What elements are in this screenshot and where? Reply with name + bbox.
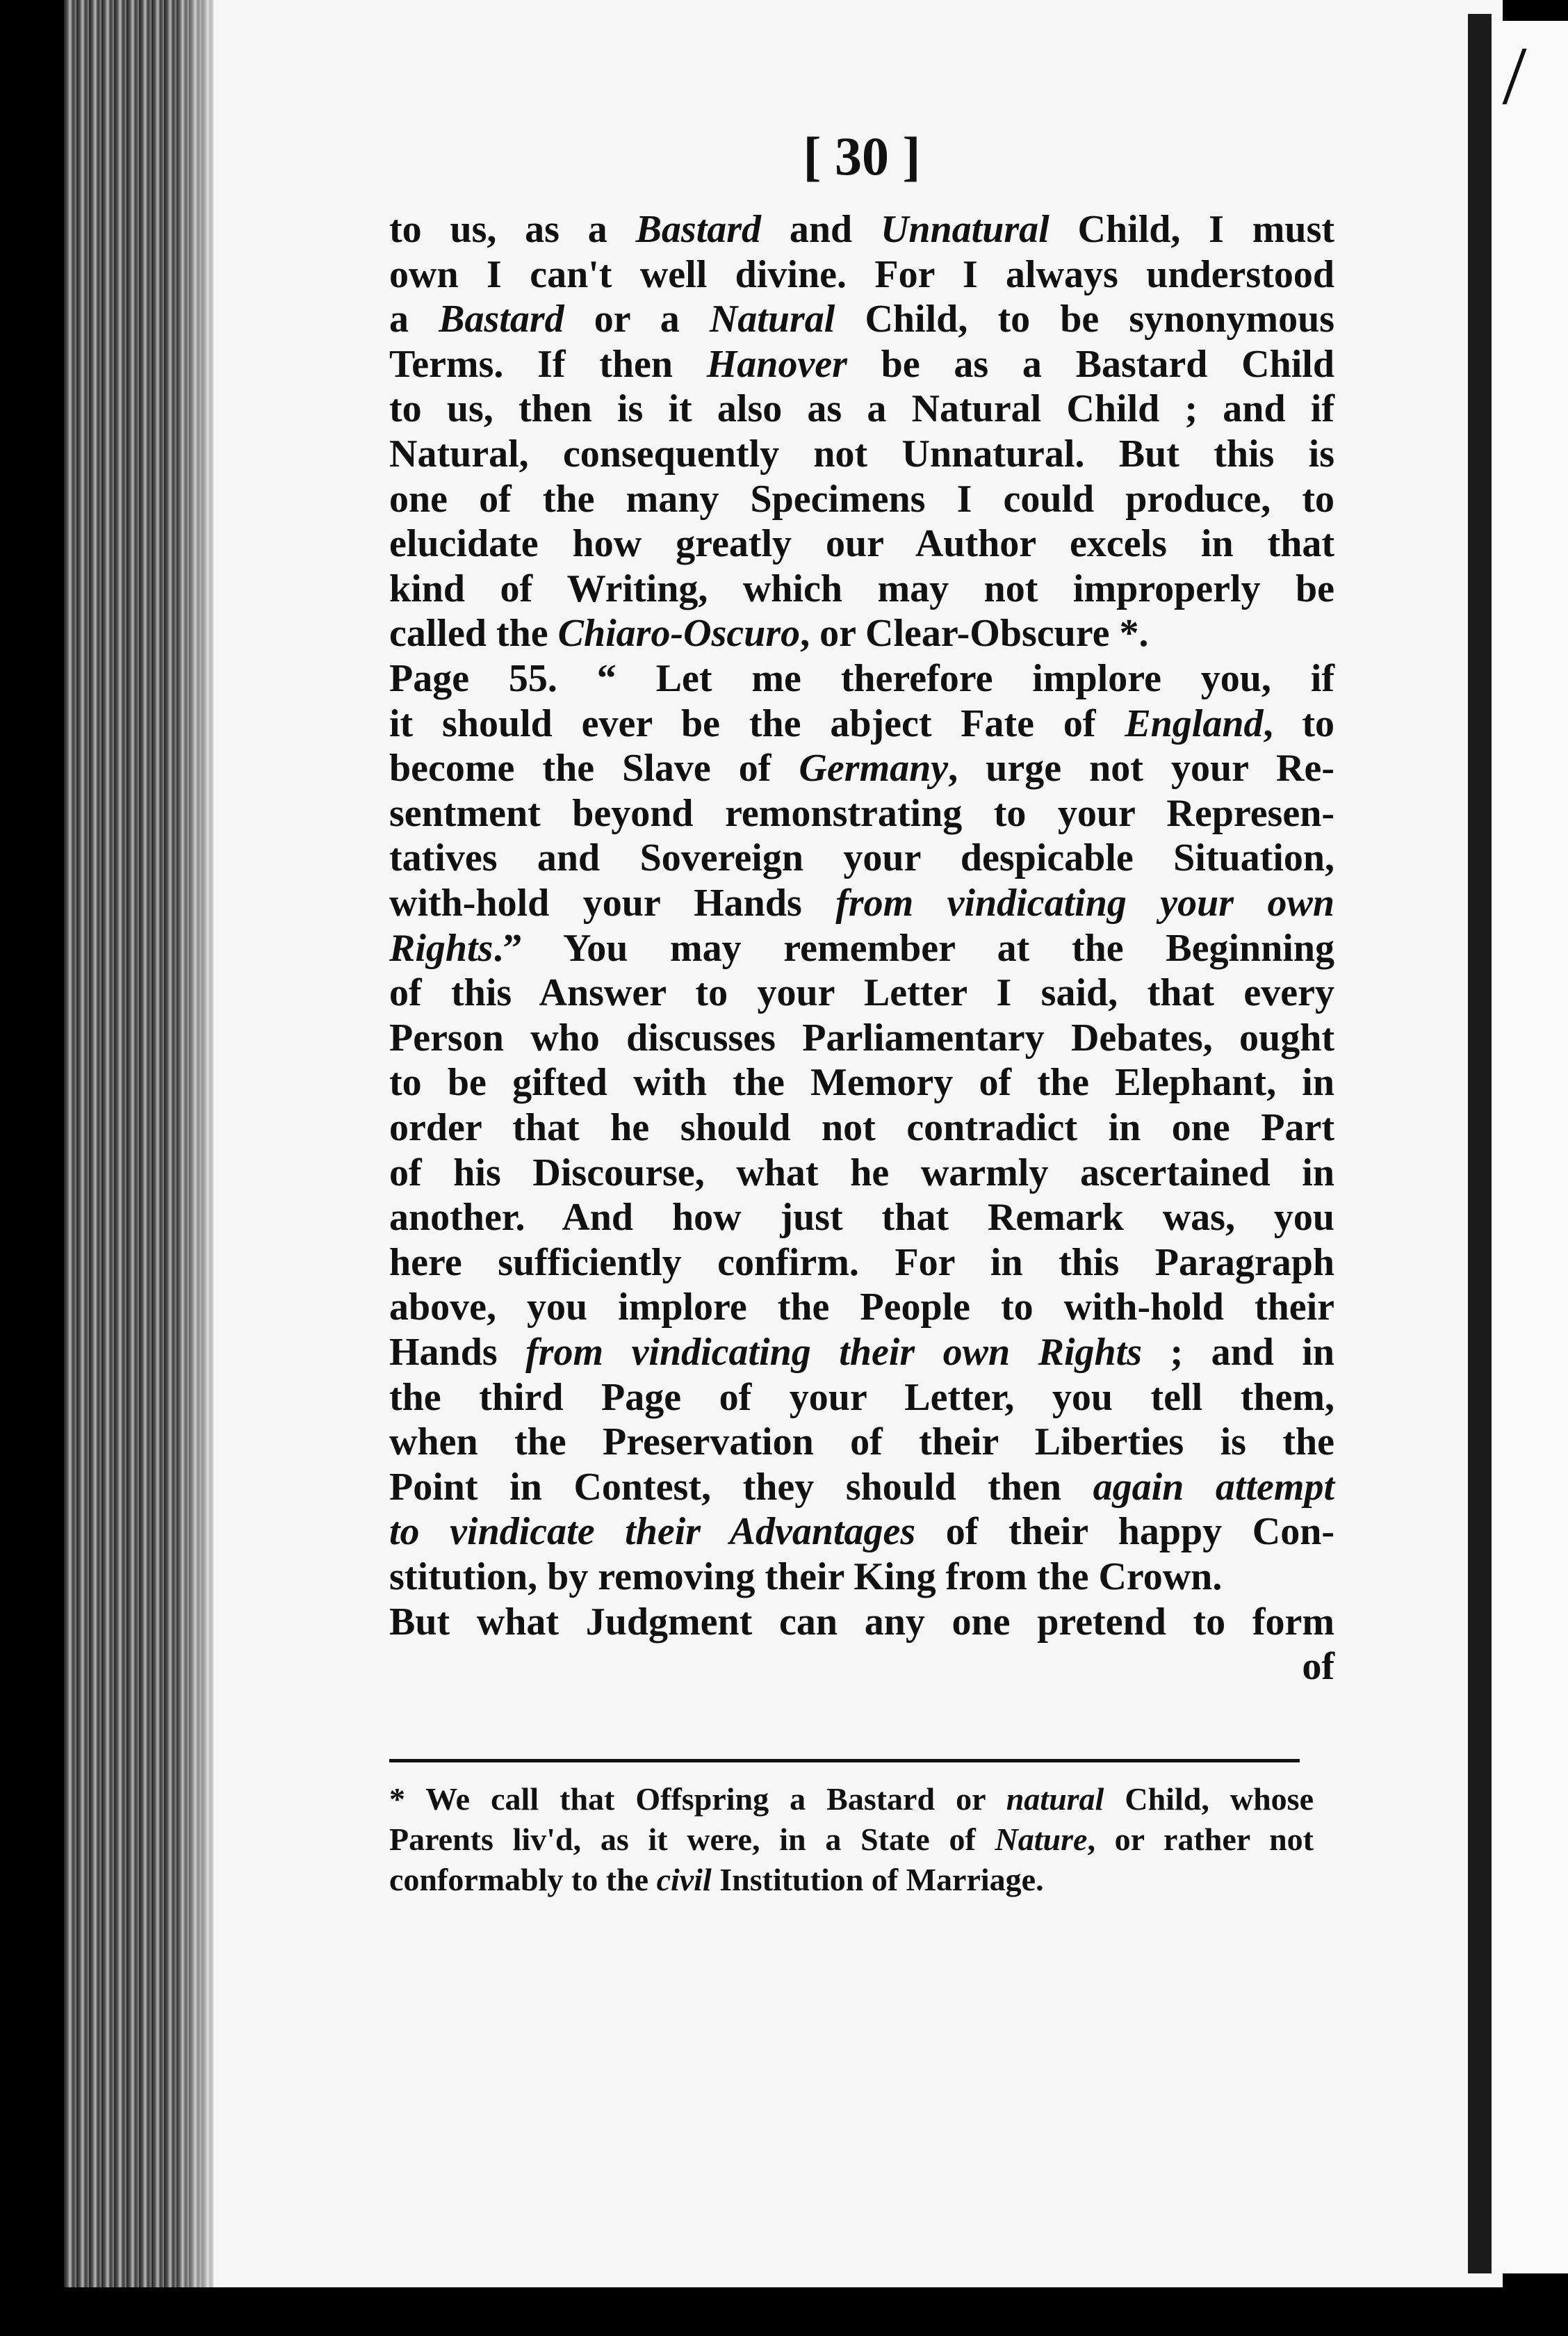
text-line: of this Answer to your Letter I said, that every — [389, 971, 1334, 1015]
text-line: order that he should not contradict in one Part — [389, 1106, 1334, 1149]
text-line: Rights.” You may remember at the Beginning — [389, 926, 1334, 970]
italic-text: from vindicating their own Rights — [525, 1331, 1142, 1374]
italic-text: Bastard — [439, 298, 564, 341]
italic-text: England — [1125, 701, 1264, 745]
text-line: it should ever be the abject Fate of England, to — [389, 701, 1334, 745]
text-line: to us, as a Bastard and Unnatural Child, I must — [389, 208, 1335, 251]
italic-text: from vindicating your own — [835, 882, 1334, 925]
text-line: the third Page of your Letter, you tell them, — [389, 1375, 1334, 1419]
italic-text: again attempt — [1093, 1465, 1334, 1509]
italic-text: Natural — [709, 298, 835, 341]
text-line: tatives and Sovereign your despicable Situation, — [389, 836, 1334, 880]
text-block — [389, 0, 1334, 2225]
page-number: [ 30 ] — [803, 126, 921, 186]
book-gutter — [1468, 14, 1492, 2273]
text-line: another. And how just that Remark was, you — [389, 1196, 1334, 1240]
text-line: Person who discusses Parliamentary Debates, ought — [389, 1016, 1334, 1060]
text-line: Page 55. “ Let me therefore implore you, if — [389, 657, 1334, 700]
text-line: Point in Contest, they should then again attempt — [389, 1465, 1334, 1509]
footnote-rule — [389, 1759, 1300, 1762]
text-line: elucidate how greatly our Author excels in that — [389, 522, 1334, 566]
text-line: sentment beyond remonstrating to your Represen- — [389, 791, 1334, 835]
text-line: kind of Writing, which may not improperly be — [389, 567, 1334, 610]
next-page-mark — [1502, 49, 1568, 104]
text-line: with-hold your Hands from vindicating your own — [389, 882, 1334, 925]
text-line: Natural, consequently not Unnatural. But this is — [389, 432, 1334, 476]
italic-text: Hanover — [706, 342, 847, 386]
text-line: Terms. If then Hanover be as a Bastard Child — [389, 342, 1334, 386]
text-line: to be gifted with the Memory of the Elephant, in — [389, 1061, 1334, 1105]
italic-text: Unnatural — [880, 208, 1050, 251]
italic-text: to vindicate their Advantages — [389, 1510, 916, 1554]
text-line: become the Slave of Germany, urge not your Re- — [389, 747, 1334, 790]
text-line: Hands from vindicating their own Rights ; and in — [389, 1331, 1335, 1374]
italic-text: civil — [656, 1862, 712, 1897]
text-line: here sufficiently confirm. For in this Paragraph — [389, 1240, 1334, 1284]
text-line: above, you implore the People to with-hold their — [389, 1285, 1334, 1329]
text-line: to us, then is it also as a Natural Child ; and if — [389, 387, 1334, 431]
italic-text: Rights — [389, 926, 493, 970]
text-line: when the Preservation of their Liberties is the — [389, 1420, 1334, 1464]
italic-text: natural — [1006, 1781, 1104, 1817]
page-edge-shadow — [174, 0, 229, 2287]
next-page-edge — [1492, 21, 1568, 2273]
text-line: to vindicate their Advantages of their happy Con- — [389, 1510, 1334, 1554]
text-line: of his Discourse, what he warmly ascertained in — [389, 1151, 1334, 1194]
text-line: one of the many Specimens I could produce, to — [389, 477, 1334, 521]
footnote-line: conformably to the civil Institution of Marriage. — [389, 1862, 1044, 1897]
italic-text: Bastard — [635, 208, 762, 251]
italic-text: Germany — [799, 747, 949, 790]
text-line: called the Chiaro-Oscuro, or Clear-Obscure *. — [389, 612, 1149, 656]
text-line: own I can't well divine. For I always understood — [389, 252, 1334, 296]
italic-text: Nature — [995, 1822, 1088, 1857]
italic-text: Chiaro-Oscuro — [557, 612, 801, 656]
footnote-line: * We call that Offspring a Bastard or natural Child, whose — [389, 1781, 1314, 1817]
text-line: a Bastard or a Natural Child, to be synonymous — [389, 298, 1334, 341]
footnote-line: Parents liv'd, as it were, in a State of Nature, or rather not — [389, 1822, 1314, 1857]
text-line: But what Judgment can any one pretend to form — [389, 1600, 1334, 1644]
text-line: stitution, by removing their King from the Crown. — [389, 1555, 1223, 1598]
text-line: of — [1302, 1645, 1334, 1689]
